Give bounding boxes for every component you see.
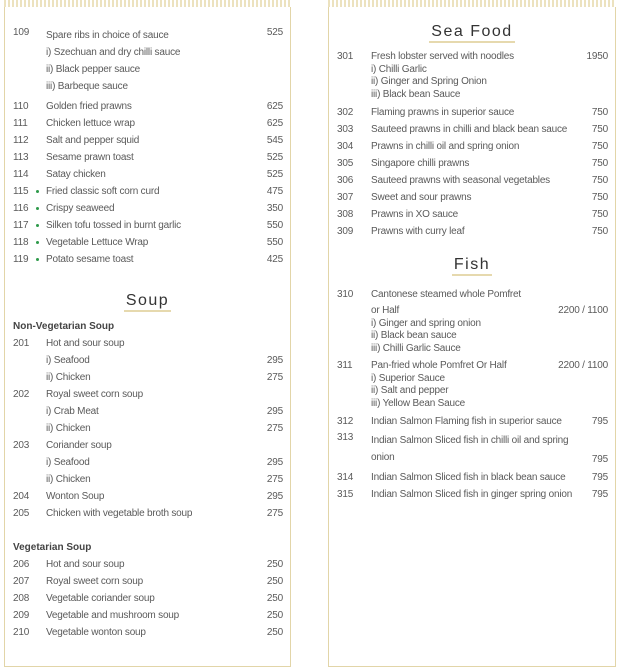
item-price: 550 xyxy=(266,237,283,248)
item-name xyxy=(371,432,581,466)
item-price: 250 xyxy=(266,627,283,638)
soup-title-text: Soup xyxy=(124,292,171,312)
menu-item xyxy=(5,386,290,403)
item-number: 304 xyxy=(337,141,354,152)
item-name-text: i) Crab Meat xyxy=(46,406,99,417)
item-price: 525 xyxy=(266,27,283,38)
item-number: 111 xyxy=(13,118,28,129)
menu-item xyxy=(329,430,615,469)
item-number: 301 xyxy=(337,51,354,62)
item-number: 119 xyxy=(13,254,29,265)
item-name-text: Chicken with vegetable broth soup xyxy=(46,508,193,519)
item-price: 275 xyxy=(266,508,283,519)
menu-item xyxy=(5,488,290,505)
item-name xyxy=(46,166,254,183)
item-name-text: i) Seafood xyxy=(46,457,90,468)
item-price: 750 xyxy=(591,209,608,220)
item-name-text: Spare ribs in choice of sauce xyxy=(46,30,169,41)
item-name-text: Prawns in XO sauce xyxy=(371,209,458,220)
menu-item xyxy=(5,471,290,488)
item-number: 202 xyxy=(13,389,30,400)
menu-item xyxy=(5,590,290,607)
item-name-text: Indian Salmon Sliced fish in ginger spring onion xyxy=(371,489,573,500)
item-number: 205 xyxy=(13,508,30,519)
menu-item xyxy=(5,25,290,98)
item-name-text: Sauteed prawns in chilli and black bean sauce xyxy=(371,124,568,135)
nonveg-soup-heading: Non-Vegetarian Soup xyxy=(13,321,115,332)
item-name xyxy=(371,360,549,410)
item-name xyxy=(371,305,549,355)
item-price: 750 xyxy=(591,124,608,135)
menu-item xyxy=(329,49,615,104)
item-name xyxy=(46,369,254,386)
menu-item xyxy=(5,420,290,437)
item-number: 312 xyxy=(337,416,354,427)
item-price: 750 xyxy=(591,226,608,237)
item-name xyxy=(371,172,581,189)
item-price: 295 xyxy=(266,355,283,366)
item-price: 2200 / 1100 xyxy=(558,360,608,371)
item-name xyxy=(46,556,254,573)
item-option: iii) Yellow Bean Sauce xyxy=(371,397,465,409)
item-number: 308 xyxy=(337,209,354,220)
item-name xyxy=(371,189,581,206)
menu-item xyxy=(5,166,290,183)
veg-dot-icon xyxy=(36,224,39,227)
item-name xyxy=(46,437,254,454)
menu-item xyxy=(5,132,290,149)
item-number: 311 xyxy=(337,360,353,371)
veg-soup-list xyxy=(5,556,290,641)
item-price: 2200 / 1100 xyxy=(558,305,608,316)
item-name xyxy=(46,488,254,505)
item-name xyxy=(371,51,581,101)
menu-item xyxy=(329,104,615,121)
menu-item xyxy=(329,189,615,206)
item-number: 303 xyxy=(337,124,354,135)
menu-item xyxy=(5,234,290,251)
item-price: 750 xyxy=(591,141,608,152)
item-name xyxy=(46,420,254,437)
item-name-text: Flaming prawns in superior sauce xyxy=(371,107,515,118)
item-name xyxy=(371,223,581,240)
item-name-text: Royal sweet corn soup xyxy=(46,389,143,400)
item-name-text: Indian Salmon Sliced fish in black bean sauce xyxy=(371,472,566,483)
item-name xyxy=(46,27,254,95)
item-name xyxy=(46,183,254,200)
item-name xyxy=(46,98,254,115)
item-name-text: Silken tofu tossed in burnt garlic xyxy=(46,220,181,231)
item-name-text: ii) Chicken xyxy=(46,372,91,383)
item-price: 795 xyxy=(591,453,608,465)
item-name-text: Wonton Soup xyxy=(46,491,105,502)
item-option: i) Szechuan and dry chilli sauce xyxy=(46,47,181,58)
menu-item xyxy=(5,454,290,471)
item-option: onion xyxy=(371,452,395,463)
item-name xyxy=(371,206,581,223)
item-name xyxy=(46,590,254,607)
item-name xyxy=(46,505,254,522)
item-name xyxy=(371,469,581,486)
item-name-text: Vegetable Lettuce Wrap xyxy=(46,237,149,248)
item-number: 313 xyxy=(337,432,354,443)
item-name-text: Hot and sour soup xyxy=(46,338,125,349)
item-option: ii) Black pepper sauce xyxy=(46,64,140,75)
item-name-text: Vegetable coriander soup xyxy=(46,593,155,604)
item-price: 795 xyxy=(591,416,608,427)
item-price: 275 xyxy=(266,423,283,434)
section-title-seafood xyxy=(329,19,615,49)
item-price: 250 xyxy=(266,576,283,587)
menu-item xyxy=(5,505,290,522)
item-name-text: Prawns with curry leaf xyxy=(371,226,465,237)
item-name xyxy=(46,454,254,471)
item-number: 209 xyxy=(13,610,30,621)
item-option: iii) Barbeque sauce xyxy=(46,81,128,92)
item-name-text: Coriander soup xyxy=(46,440,112,451)
menu-item xyxy=(5,217,290,234)
item-price: 295 xyxy=(266,491,283,502)
item-number: 112 xyxy=(13,135,29,146)
item-number: 210 xyxy=(13,627,30,638)
item-name-text: Sweet and sour prawns xyxy=(371,192,472,203)
item-price: 545 xyxy=(266,135,283,146)
menu-item xyxy=(329,286,615,303)
seafood-list xyxy=(329,49,615,240)
menu-item xyxy=(5,183,290,200)
item-name-text: Chicken lettuce wrap xyxy=(46,118,135,129)
item-option: i) Superior Sauce xyxy=(371,372,445,384)
item-number: 207 xyxy=(13,576,30,587)
menu-item xyxy=(329,155,615,172)
item-name-text: Satay chicken xyxy=(46,169,106,180)
menu-item xyxy=(5,335,290,352)
menu-item xyxy=(5,624,290,641)
menu-item xyxy=(5,369,290,386)
menu-item xyxy=(5,115,290,132)
item-name xyxy=(46,149,254,166)
veg-dot-icon xyxy=(36,241,39,244)
item-price: 750 xyxy=(591,192,608,203)
item-name-text: Singapore chilli prawns xyxy=(371,158,470,169)
item-name-text: Prawns in chilli oil and spring onion xyxy=(371,141,520,152)
menu-item xyxy=(5,556,290,573)
item-name xyxy=(46,132,254,149)
menu-item xyxy=(5,98,290,115)
menu-item xyxy=(329,413,615,430)
item-name-text: Vegetable and mushroom soup xyxy=(46,610,180,621)
item-name xyxy=(46,386,254,403)
item-name-text: ii) Chicken xyxy=(46,423,91,434)
item-number: 208 xyxy=(13,593,30,604)
item-option: iii) Black bean Sauce xyxy=(371,88,461,100)
item-number: 310 xyxy=(337,289,354,300)
item-name xyxy=(46,573,254,590)
veg-soup-heading: Vegetarian Soup xyxy=(13,542,92,553)
item-number: 114 xyxy=(13,169,29,180)
item-name xyxy=(371,138,581,155)
item-name-text: Hot and sour soup xyxy=(46,559,125,570)
menu-item xyxy=(329,121,615,138)
item-name-text: Golden fried prawns xyxy=(46,101,132,112)
item-name-text: Potato sesame toast xyxy=(46,254,134,265)
item-name-text: Cantonese steamed whole Pomfret xyxy=(371,289,521,300)
item-name xyxy=(46,234,254,251)
item-number: 306 xyxy=(337,175,354,186)
menu-item xyxy=(329,486,615,503)
section-title-fish xyxy=(329,252,615,282)
item-name xyxy=(371,155,581,172)
item-price: 750 xyxy=(591,175,608,186)
item-number: 201 xyxy=(13,338,30,349)
menu-item xyxy=(329,358,615,413)
item-price: 625 xyxy=(266,118,283,129)
item-number: 302 xyxy=(337,107,354,118)
item-name xyxy=(46,200,254,217)
item-name xyxy=(371,121,581,138)
item-price: 350 xyxy=(266,203,283,214)
item-price: 295 xyxy=(266,406,283,417)
veg-dot-icon xyxy=(36,207,39,210)
item-option: ii) Black bean sauce xyxy=(371,330,457,341)
seafood-title-text: Sea Food xyxy=(429,23,514,43)
item-name-text: Crispy seaweed xyxy=(46,203,115,214)
menu-item xyxy=(5,251,290,268)
item-name xyxy=(46,115,254,132)
item-name xyxy=(371,413,581,430)
menu-panel-left xyxy=(4,7,291,667)
fish-list xyxy=(329,286,615,503)
item-price: 475 xyxy=(266,186,283,197)
item-name-text: ii) Chicken xyxy=(46,474,91,485)
menu-item xyxy=(5,200,290,217)
item-name-text: or Half xyxy=(371,305,400,316)
item-price: 525 xyxy=(266,169,283,180)
item-price: 525 xyxy=(266,152,283,163)
item-price: 250 xyxy=(266,559,283,570)
item-number: 113 xyxy=(13,152,29,163)
menu-item xyxy=(5,352,290,369)
item-name-text: Sauteed prawns with seasonal vegetables xyxy=(371,175,550,186)
item-name xyxy=(46,251,254,268)
item-option: i) Chilli Garlic xyxy=(371,63,427,75)
item-number: 117 xyxy=(13,220,29,231)
item-name-text: Indian Salmon Flaming fish in superior sauce xyxy=(371,416,562,427)
item-price: 795 xyxy=(591,489,608,500)
item-number: 307 xyxy=(337,192,354,203)
item-price: 1950 xyxy=(586,51,608,62)
starters-list xyxy=(5,25,290,268)
menu-item xyxy=(329,172,615,189)
item-name-text: Sesame prawn toast xyxy=(46,152,134,163)
item-name-text: Pan-fried whole Pomfret Or Half xyxy=(371,360,507,371)
item-name-text: Fried classic soft corn curd xyxy=(46,186,160,197)
item-name xyxy=(46,471,254,488)
item-price: 750 xyxy=(591,107,608,118)
item-name xyxy=(371,104,581,121)
item-number: 116 xyxy=(13,203,29,214)
item-name-text: i) Seafood xyxy=(46,355,90,366)
item-number: 110 xyxy=(13,101,29,112)
item-price: 550 xyxy=(266,220,283,231)
menu-item xyxy=(5,437,290,454)
item-price: 795 xyxy=(591,472,608,483)
item-option: ii) Salt and pepper xyxy=(371,385,449,396)
item-number: 118 xyxy=(13,237,29,248)
menu-item xyxy=(5,403,290,420)
item-name xyxy=(46,335,254,352)
menu-panel-right xyxy=(328,7,616,667)
item-price: 425 xyxy=(266,254,283,265)
item-name-text: Fresh lobster served with noodles xyxy=(371,51,514,62)
item-name-text: Royal sweet corn soup xyxy=(46,576,143,587)
item-name-text: Salt and pepper squid xyxy=(46,135,140,146)
item-price: 250 xyxy=(266,610,283,621)
item-number: 309 xyxy=(337,226,354,237)
item-name-text: Indian Salmon Sliced fish in chilli oil and spring xyxy=(371,435,569,446)
item-number: 314 xyxy=(337,472,354,483)
menu-item xyxy=(5,607,290,624)
item-name xyxy=(371,486,581,503)
item-option: iii) Chilli Garlic Sauce xyxy=(371,342,461,354)
item-price: 275 xyxy=(266,474,283,485)
item-name xyxy=(46,217,254,234)
item-number: 315 xyxy=(337,489,354,500)
item-name xyxy=(371,286,581,303)
item-number: 109 xyxy=(13,27,30,38)
menu-item xyxy=(329,138,615,155)
veg-dot-icon xyxy=(36,190,39,193)
item-price: 275 xyxy=(266,372,283,383)
menu-item xyxy=(329,303,615,358)
menu-item xyxy=(329,206,615,223)
item-name xyxy=(46,624,254,641)
item-number: 115 xyxy=(13,186,29,197)
fish-title-text: Fish xyxy=(452,256,492,276)
item-price: 250 xyxy=(266,593,283,604)
item-option: i) Ginger and spring onion xyxy=(371,317,481,329)
item-number: 305 xyxy=(337,158,354,169)
item-name xyxy=(46,352,254,369)
nonveg-soup-list xyxy=(5,335,290,522)
item-number: 203 xyxy=(13,440,30,451)
item-number: 206 xyxy=(13,559,30,570)
item-price: 750 xyxy=(591,158,608,169)
section-title-soup xyxy=(5,288,290,318)
menu-item xyxy=(329,223,615,240)
item-number: 204 xyxy=(13,491,30,502)
item-name-text: Vegetable wonton soup xyxy=(46,627,146,638)
menu-item xyxy=(5,573,290,590)
item-name xyxy=(46,607,254,624)
item-price: 625 xyxy=(266,101,283,112)
menu-item xyxy=(5,149,290,166)
item-name xyxy=(46,403,254,420)
item-price: 295 xyxy=(266,457,283,468)
item-option: ii) Ginger and Spring Onion xyxy=(371,76,487,87)
veg-dot-icon xyxy=(36,258,39,261)
menu-item xyxy=(329,469,615,486)
